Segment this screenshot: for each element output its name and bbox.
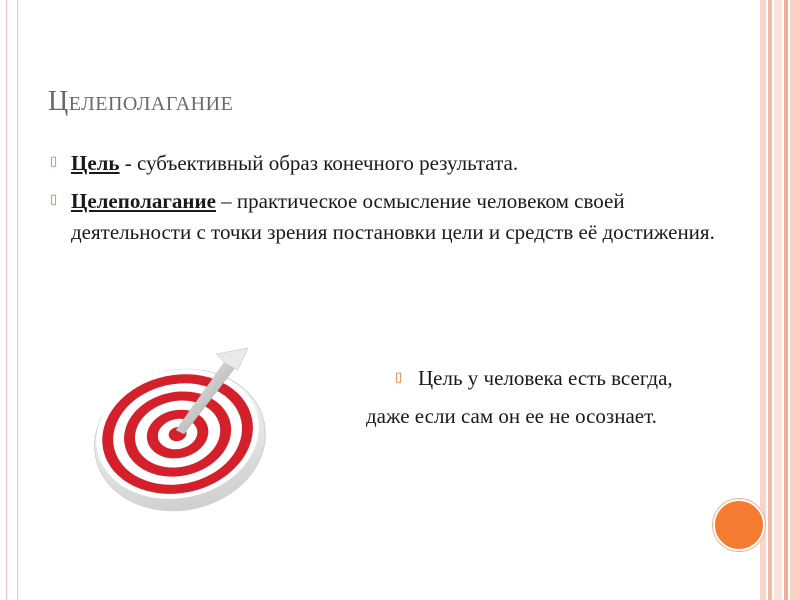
bullet-term: Целеполагание <box>71 189 216 213</box>
bullet-term: Цель <box>71 151 120 175</box>
bullet-goal <box>71 148 741 179</box>
target-image <box>88 348 288 528</box>
slide-title: Целеполагание <box>48 86 234 117</box>
bullet-goal-setting <box>71 186 741 248</box>
bullet-text: – практическое осмысление человеком своей деятельности с точки зрения постановки цели и средств её достижения. <box>71 189 715 244</box>
bullet-marker-icon: ▯ <box>50 192 58 207</box>
right-stripe <box>768 0 772 600</box>
bullet-text: - субъективный образ конечного результата. <box>119 151 519 175</box>
orange-dot <box>713 499 765 551</box>
right-stripe <box>774 0 782 600</box>
bullet-marker-icon: ▯ <box>50 154 58 169</box>
right-stripe <box>784 0 788 600</box>
note-line-2: даже если сам он ее не осознает. <box>366 404 657 428</box>
right-stripe <box>790 0 800 600</box>
note-line-1: Цель у человека есть всегда, <box>418 366 673 390</box>
left-frame <box>6 0 18 600</box>
bullet-marker-icon: ▯ <box>395 370 403 385</box>
